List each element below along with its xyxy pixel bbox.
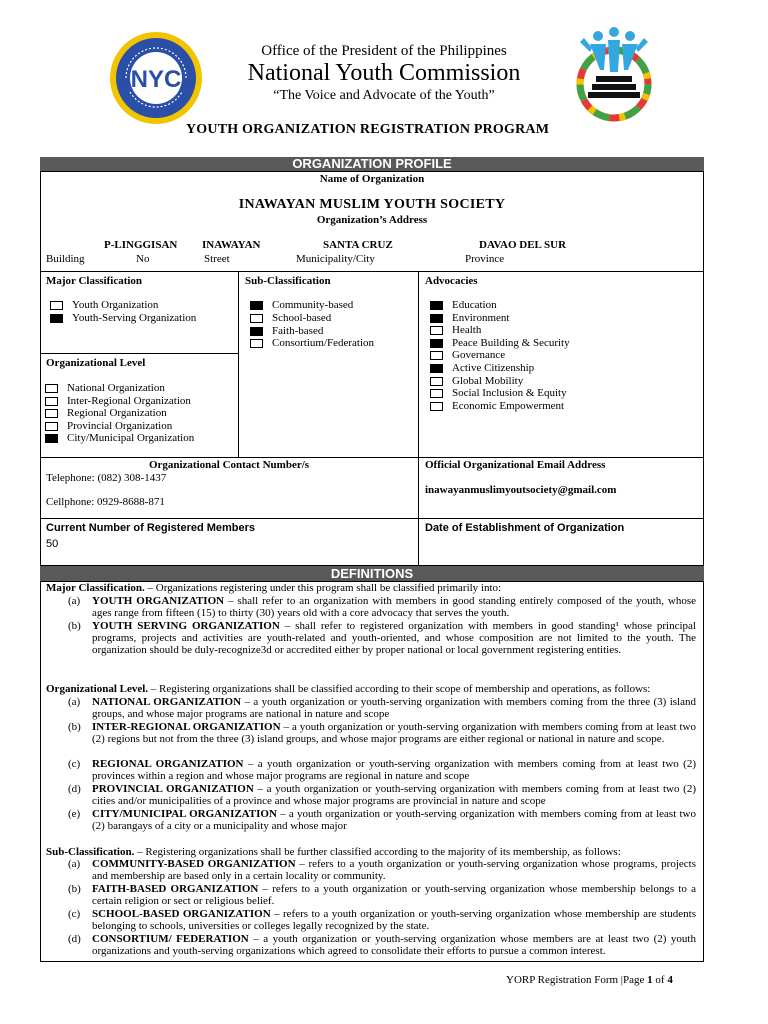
definition-item	[92, 933, 696, 957]
definition-marker: (a)	[68, 696, 81, 708]
members-value: 50	[46, 538, 59, 550]
org-level-checkbox[interactable]	[45, 434, 58, 443]
definition-intro-text: – Registering organizations shall be classified according to their scope of membership and operations, as follows:	[148, 683, 651, 695]
divider	[40, 353, 239, 354]
advocacy-checkbox[interactable]	[430, 389, 443, 398]
advocacy-item-label: Governance	[452, 349, 506, 362]
definition-term: PROVINCIAL ORGANIZATION	[92, 783, 254, 795]
sub-class-item-label: Consortium/Federation	[272, 337, 375, 350]
definition-item	[92, 696, 696, 720]
definition-term: CITY/MUNICIPAL ORGANIZATION	[92, 808, 277, 820]
definition-item	[92, 758, 696, 782]
definition-term: YOUTH ORGANIZATION	[92, 595, 225, 607]
profile-section-bar: ORGANIZATION PROFILE	[40, 157, 704, 171]
definition-marker: (d)	[68, 933, 81, 945]
advocacy-checkbox[interactable]	[430, 402, 443, 411]
address-city-label: Municipality/City	[296, 253, 375, 265]
definition-text: – a youth organization or youth-serving organization with members coming from at least two (2) cities and/or municipalities of a province and whose major programs are provincial in nature and scope	[92, 783, 696, 808]
advocacy-item-label: Peace Building & Security	[452, 336, 570, 349]
definition-intro	[46, 582, 698, 594]
definition-text: – a youth organization or youth-serving organization with members coming from the three (3) island groups, and whose major programs are national in nature and scope	[92, 696, 696, 721]
definition-marker: (c)	[68, 758, 81, 770]
divider	[238, 271, 239, 457]
definition-marker: (b)	[68, 620, 81, 632]
org-level-item-label: Provincial Organization	[67, 419, 173, 432]
org-level-item-label: Inter-Regional Organization	[67, 394, 191, 407]
definition-item	[92, 595, 696, 619]
footer-total: 4	[667, 974, 673, 986]
sub-class-item-label: Community-based	[272, 299, 354, 311]
advocacy-checkbox[interactable]	[430, 377, 443, 386]
definition-item	[92, 783, 696, 807]
definition-text: – a youth organization or youth-serving organization whose members are at least two (2) youth organizations and youth-serving organizations which agreed to consolidate their efforts to pursue a common interest.	[92, 933, 696, 958]
address-building-label: Building	[46, 253, 85, 265]
address-province-value: DAVAO DEL SUR	[479, 239, 567, 251]
definition-marker: (e)	[68, 808, 81, 820]
sub-class-checkbox[interactable]	[250, 327, 263, 336]
definition-heading: Major Classification.	[46, 582, 145, 594]
definition-text: – a youth organization or youth-serving organization with members coming from at least two (2) barangays of a city or a municipality and whose major	[92, 808, 696, 833]
advocacy-item-label: Active Citizenship	[452, 362, 535, 374]
svg-text:NYC: NYC	[130, 66, 182, 93]
advocacy-checkbox[interactable]	[430, 314, 443, 323]
footer-of: of	[652, 974, 668, 986]
org-name-label: Name of Organization	[319, 173, 425, 185]
advocacy-checkbox[interactable]	[430, 326, 443, 335]
definition-item	[92, 908, 696, 932]
advocacy-item-label: Environment	[452, 311, 510, 324]
org-address-label: Organization’s Address	[316, 214, 428, 226]
org-level-checkbox[interactable]	[45, 409, 58, 418]
divider	[40, 518, 704, 519]
email-label: Official Organizational Email Address	[425, 459, 606, 471]
definition-term: INTER-REGIONAL ORGANIZATION	[92, 721, 281, 733]
major-checkbox-0[interactable]	[50, 301, 63, 310]
major-item-label: Youth-Serving Organization	[72, 312, 197, 324]
org-level-item-label: City/Municipal Organization	[67, 432, 195, 444]
definition-text: – shall refer to an organization with members in good standing entirely composed of the youth, whose ages range from fifteen (15) to thirty (30) years old with a core advocacy that serves the youth.	[92, 595, 696, 620]
definition-text: – a youth organization or youth-serving organization with members coming from at least two (2) provinces within a region and whose major programs are regional in nature and scope	[92, 758, 696, 783]
definition-text: – refers to a youth organization or youth-serving organization whose membership belongs to a certain religion or sect or religious belief.	[92, 883, 696, 908]
major-classification-label: Major Classification	[46, 275, 143, 287]
members-label: Current Number of Registered Members	[46, 522, 256, 534]
definition-term: REGIONAL ORGANIZATION	[92, 758, 244, 770]
definition-marker: (c)	[68, 908, 81, 920]
advocacy-checkbox[interactable]	[430, 364, 443, 373]
org-name-value: INAWAYAN MUSLIM YOUTH SOCIETY	[238, 197, 506, 212]
address-building-value: P-LINGGISAN	[104, 239, 178, 251]
advocacy-item-label: Economic Empowerment	[452, 399, 565, 412]
cellphone-value: Cellphone: 0929-8688-871	[46, 496, 165, 508]
definition-intro	[46, 846, 698, 858]
footer-page: 1	[647, 974, 653, 986]
definition-heading: Organizational Level.	[46, 683, 149, 695]
agency-tagline: “The Voice and Advocate of the Youth”	[273, 88, 495, 103]
address-street-label: Street	[204, 253, 230, 265]
definition-heading: Sub-Classification.	[46, 846, 135, 858]
contact-label: Organizational Contact Number/s	[148, 459, 310, 471]
definition-marker: (d)	[68, 783, 81, 795]
definition-term: FAITH-BASED ORGANIZATION	[92, 883, 259, 895]
definitions-section-bar: DEFINITIONS	[40, 566, 704, 581]
divider	[40, 457, 704, 458]
definition-term: CONSORTIUM/ FEDERATION	[92, 933, 249, 945]
program-title: YOUTH ORGANIZATION REGISTRATION PROGRAM	[186, 122, 550, 137]
definition-text: – a youth organization or youth-serving organization with members coming from at least two (2) regions but not from the three (3) island groups, and whose major programs are either regional or national in nature and scope.	[92, 721, 696, 746]
office-line: Office of the President of the Philippines	[261, 43, 507, 59]
definition-marker: (a)	[68, 595, 81, 607]
definition-item	[92, 721, 696, 745]
advocacy-checkbox[interactable]	[430, 301, 443, 310]
establishment-label: Date of Establishment of Organization	[425, 522, 625, 534]
sub-class-checkbox[interactable]	[250, 314, 263, 323]
address-province-label: Province	[465, 253, 505, 265]
definition-text: – refers to a youth organization or youth-serving organization whose programs, projects and membership are based only in a certain locality or community.	[92, 858, 697, 883]
definition-marker: (b)	[68, 883, 81, 895]
advocacy-checkbox[interactable]	[430, 339, 443, 348]
sub-classification-label: Sub-Classification	[245, 275, 331, 287]
advocacy-item-label: Health	[452, 324, 482, 337]
definition-marker: (b)	[68, 721, 81, 733]
address-no-value: INAWAYAN	[202, 239, 261, 251]
definition-text: – refers to a youth organization or youth-serving organization whose membership are students belonging to schools, universities or colleges legally recognized by the state.	[92, 908, 697, 933]
definition-term: NATIONAL ORGANIZATION	[92, 696, 242, 708]
major-checkbox-1[interactable]	[50, 314, 63, 323]
sub-class-item-label: Faith-based	[272, 324, 324, 337]
org-level-checkbox[interactable]	[45, 397, 58, 406]
definition-marker: (a)	[68, 858, 81, 870]
advocacies-label: Advocacies	[425, 275, 478, 287]
address-city-value: SANTA CRUZ	[323, 239, 393, 251]
advocacy-item-label: Education	[452, 299, 497, 311]
advocacy-item-label: Global Mobility	[452, 374, 524, 387]
divider	[418, 271, 419, 566]
address-no-label: No	[136, 253, 150, 265]
definition-term: SCHOOL-BASED ORGANIZATION	[92, 908, 271, 920]
definition-intro-text: – Organizations registering under this program shall be classified primarily into:	[144, 582, 502, 594]
major-item-label: Youth Organization	[72, 299, 159, 311]
divider	[40, 271, 704, 272]
sub-class-checkbox[interactable]	[250, 301, 263, 310]
advocacy-checkbox[interactable]	[430, 351, 443, 360]
page-footer	[506, 974, 673, 986]
definition-item	[92, 858, 696, 882]
telephone-value: Telephone: (082) 308-1437	[46, 472, 167, 484]
definition-item	[92, 620, 696, 657]
youth-logo	[570, 26, 658, 122]
definition-item	[92, 883, 696, 907]
definition-item	[92, 808, 696, 832]
org-level-checkbox[interactable]	[45, 384, 58, 393]
sub-class-item-label: School-based	[272, 311, 332, 324]
sub-class-checkbox[interactable]	[250, 339, 263, 348]
agency-name: National Youth Commission	[247, 60, 521, 86]
definition-intro	[46, 683, 698, 695]
advocacy-item-label: Social Inclusion & Equity	[452, 387, 567, 400]
definition-term: YOUTH SERVING ORGANIZATION	[92, 620, 280, 632]
org-level-checkbox[interactable]	[45, 422, 58, 431]
org-level-item-label: Regional Organization	[67, 407, 167, 419]
definition-term: COMMUNITY-BASED ORGANIZATION	[92, 858, 296, 870]
org-level-label: Organizational Level	[46, 357, 146, 369]
email-value: inawayanmuslimyoutsociety@gmail.com	[425, 484, 617, 496]
definition-intro-text: – Registering organizations shall be further classified according to the majority of its membership, as follows:	[134, 846, 621, 858]
definition-text: – shall refer to registered organization with members in good standing¹ whose principal programs, projects and activities are youth-related and youth-oriented, and whose composition are not limited to the youth. The organization should be duly-recognize3d or accredited either by proper national or local government registering entities.	[92, 620, 696, 657]
org-level-item-label: National Organization	[67, 382, 165, 394]
footer-text: YORP Registration Form |Page	[506, 974, 648, 986]
